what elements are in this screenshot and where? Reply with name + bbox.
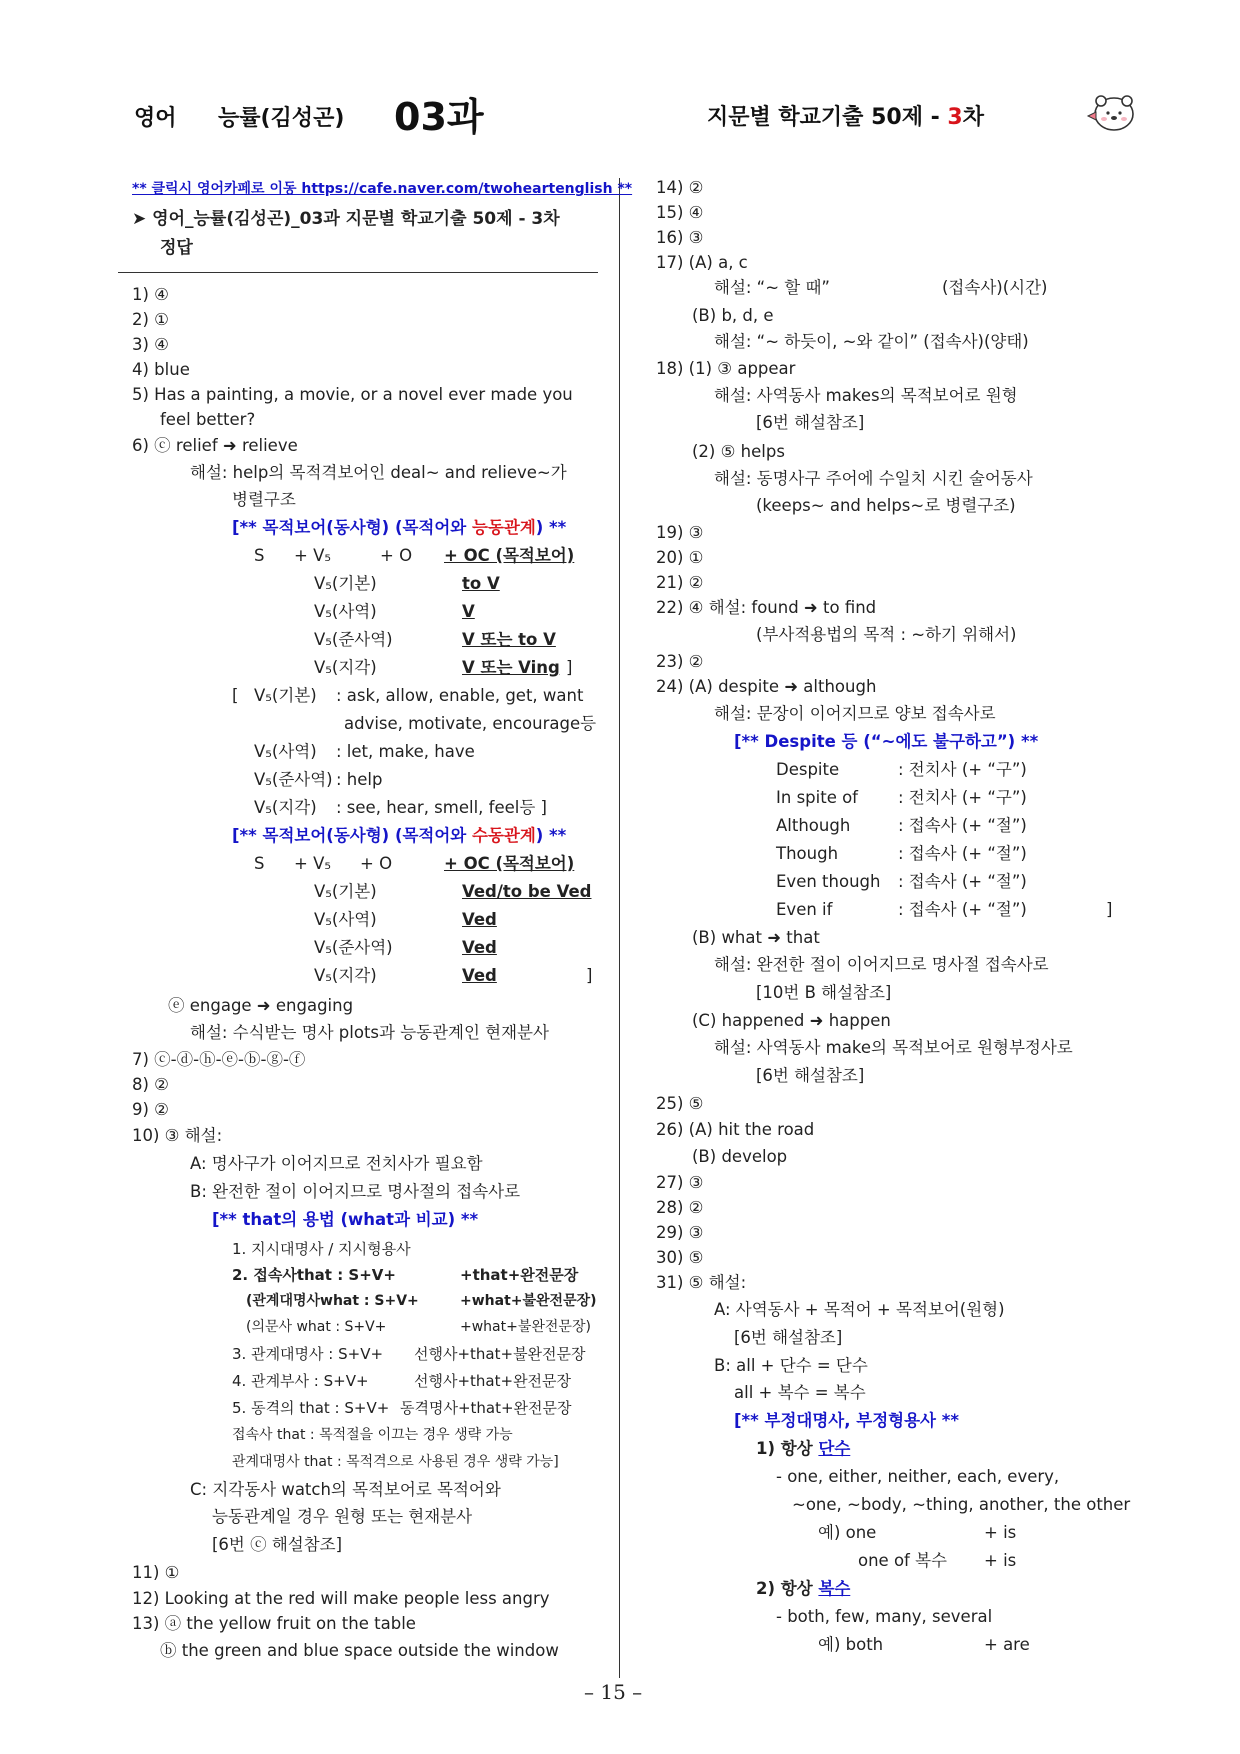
answer-18-ref: [6번 해설참조] (756, 413, 865, 432)
pattern-s: S (254, 546, 265, 565)
pattern-v5-causative: V₅(사역) (314, 602, 377, 621)
answer-1: 1) ④ (132, 285, 169, 304)
answer-18-2-note: (keeps~ and helps~로 병렬구조) (756, 496, 1016, 515)
answer-31-b-2: all + 복수 = 복수 (734, 1383, 866, 1402)
doc-title: ➤ 영어_능률(김성곤)_03과 지문별 학교기출 50제 - 3차 (132, 209, 560, 229)
answer-12: 12) Looking at the red will make people less angry (132, 1589, 550, 1608)
passive-v5-perception-oc: Ved (462, 966, 497, 985)
grammar-box-active-title: [** 목적보어(동사형) (목적어와 능동관계) ** (232, 518, 567, 537)
passive-v5-semi: V₅(준사역) (314, 938, 393, 957)
plural-items: - both, few, many, several (776, 1607, 993, 1626)
answer-31-a-ref: [6번 해설참조] (734, 1328, 843, 1347)
grammar-box-passive-emphasis: 수동관계 (472, 826, 536, 845)
answer-24-c: (C) happened ➜ happen (692, 1011, 891, 1030)
passive-pattern-o: + O (360, 854, 393, 873)
despite-row-1: Despite (776, 760, 840, 779)
grammar-box-passive-text: ** 목적보어(동사형) (목적어와 (239, 826, 472, 845)
answer-27: 27) ③ (656, 1173, 704, 1192)
passive-v5-causative: V₅(사역) (314, 910, 377, 929)
answer-10: 10) ③ 해설: (132, 1126, 223, 1145)
answer-28: 28) ② (656, 1198, 704, 1217)
answer-5-cont: feel better? (160, 410, 256, 429)
that-usage-3: 3. 관계대명사 : S+V+ (232, 1345, 384, 1363)
subject-label: 영어 (134, 106, 177, 131)
despite-row-2-type: : 전치사 (+ “구”) (898, 788, 1027, 807)
header-divider (118, 272, 598, 273)
singular-items-2: ~one, ~body, ~thing, another, the other (792, 1495, 1131, 1514)
singular-example-1: 예) one (818, 1523, 877, 1542)
that-usage-2 (232, 1264, 396, 1285)
that-usage-question: (의문사 what : S+V+ (246, 1319, 387, 1335)
answer-16: 16) ③ (656, 228, 704, 247)
verb-list-semi-items: : help (336, 770, 383, 789)
verb-list-basic-items-cont: advise, motivate, encourage등 (344, 714, 597, 733)
passive-v5-perception: V₅(지각) (314, 966, 377, 985)
answer-26-b: (B) develop (692, 1147, 788, 1166)
singular-heading-emphasis: 단수 (818, 1439, 851, 1458)
despite-row-6-type: : 접속사 (+ “절”) (898, 900, 1027, 919)
grammar-box-indefinite-title: [** 부정대명사, 부정형용사 ** (734, 1411, 959, 1430)
answer-17-explanation: 해설: “~ 할 때” (714, 278, 830, 297)
answer-6-e-explanation: 해설: 수식받는 명사 plots과 능동관계인 현재분사 (190, 1023, 549, 1042)
answer-24-b-ref: [10번 B 해설참조] (756, 983, 892, 1002)
verb-list-basic: V₅(기본) (254, 686, 317, 705)
answer-3: 3) ④ (132, 335, 169, 354)
answer-10-c-ref: [6번 ⓒ 해설참조] (212, 1535, 343, 1554)
answer-11: 11) ① (132, 1563, 180, 1582)
pattern-v5-perception-oc: V 또는 Ving (462, 658, 560, 677)
pattern-o: + O (380, 546, 413, 565)
answer-6-explanation: 해설: help의 목적격보어인 deal~ and relieve~가 (190, 463, 567, 482)
answer-24-explanation: 해설: 문장이 이어지므로 양보 접속사로 (714, 704, 996, 723)
that-usage-1: 1. 지시대명사 / 지시형용사 (232, 1240, 411, 1258)
that-omission-note-2: 관계대명사 that : 목적격으로 사용된 경우 생략 가능] (232, 1454, 559, 1470)
passive-v5-basic: V₅(기본) (314, 882, 377, 901)
despite-row-4-type: : 접속사 (+ “절”) (898, 844, 1027, 863)
answer-31-b: B: all + 단수 = 단수 (714, 1356, 868, 1375)
passive-pattern-v: + V₅ (294, 854, 331, 873)
singular-items-1: - one, either, neither, each, every, (776, 1467, 1060, 1486)
answer-4: 4) blue (132, 360, 190, 379)
despite-row-5: Even though (776, 872, 881, 891)
answer-29: 29) ③ (656, 1223, 704, 1242)
answer-2: 2) ① (132, 310, 169, 329)
grammar-box-passive-title: [** 목적보어(동사형) (목적어와 수동관계) ** (232, 826, 567, 845)
grammar-box-active-text: ** 목적보어(동사형) (목적어와 (239, 518, 472, 537)
textbook-label: 능률(김성곤) (218, 106, 345, 131)
answer-14: 14) ② (656, 178, 704, 197)
answer-5: 5) Has a painting, a movie, or a novel ever made you (132, 385, 573, 404)
answer-24-b-explanation: 해설: 완전한 절이 이어지므로 명사절 접속사로 (714, 955, 1049, 974)
grammar-box-passive-end: ) ** (535, 826, 567, 845)
answer-15: 15) ④ (656, 203, 704, 222)
plural-example-1-verb: + are (984, 1635, 1030, 1654)
answer-25: 25) ⑤ (656, 1094, 704, 1113)
answer-22-explanation: (부사적용법의 목적 : ~하기 위해서) (756, 625, 1017, 644)
answer-31: 31) ⑤ 해설: (656, 1273, 747, 1292)
page-title-suffix: 차 (962, 105, 984, 130)
plural-heading-emphasis: 복수 (818, 1579, 851, 1598)
grammar-box-despite-title: [** Despite 등 (“~에도 불구하고”) ** (734, 732, 1039, 751)
that-usage-2-right: +that+완전문장 (460, 1266, 579, 1284)
verb-list-basic-items: : ask, allow, enable, get, want (336, 686, 584, 705)
passive-pattern-oc: + OC (목적보어) (444, 854, 575, 873)
that-usage-4-right: 선행사+that+완전문장 (414, 1372, 572, 1390)
pattern-v5-causative-oc: V (462, 602, 475, 621)
passive-pattern-s: S (254, 854, 265, 873)
cafe-link[interactable]: ** 클릭시 영어카페로 이동 https://cafe.naver.com/twoheartenglish ** (132, 181, 633, 197)
passive-v5-semi-oc: Ved (462, 938, 497, 957)
singular-heading-label: 1) 항상 (756, 1439, 819, 1458)
pattern-oc: + OC (목적보어) (444, 546, 575, 565)
answer-17-b-explanation: 해설: “~ 하듯이, ~와 같이” (접속사)(양태) (714, 332, 1029, 351)
verb-list-semi: V₅(준사역) (254, 770, 333, 789)
singular-example-2-verb: + is (984, 1551, 1017, 1570)
singular-example-2: one of 복수 (858, 1551, 947, 1570)
answer-23: 23) ② (656, 652, 704, 671)
answer-8: 8) ② (132, 1075, 169, 1094)
answer-7: 7) ⓒ-ⓓ-ⓗ-ⓔ-ⓑ-ⓖ-ⓕ (132, 1050, 306, 1069)
verb-list-causative: V₅(사역) (254, 742, 317, 761)
despite-bracket-close: ] (1106, 900, 1113, 919)
that-usage-4: 4. 관계부사 : S+V+ (232, 1372, 369, 1390)
answer-24-b: (B) what ➜ that (692, 928, 820, 947)
answer-18: 18) (1) ③ appear (656, 359, 796, 378)
that-usage-5-right: 동격명사+that+완전문장 (400, 1399, 572, 1417)
answer-17: 17) (A) a, c (656, 253, 748, 272)
plural-heading (756, 1579, 850, 1599)
doc-title-answer: 정답 (160, 238, 193, 258)
despite-row-3-type: : 접속사 (+ “절”) (898, 816, 1027, 835)
answer-18-2: (2) ⑤ helps (692, 442, 785, 461)
despite-row-5-type: : 접속사 (+ “절”) (898, 872, 1027, 891)
page-title-main: 지문별 학교기출 50제 - (707, 105, 940, 130)
answer-24-c-explanation: 해설: 사역동사 make의 목적보어로 원형부정사로 (714, 1038, 1073, 1057)
pattern-v5-basic-oc: to V (462, 574, 500, 593)
plural-example-1: 예) both (818, 1635, 884, 1654)
answer-13-b: ⓑ the green and blue space outside the window (160, 1641, 559, 1660)
answer-21: 21) ② (656, 573, 704, 592)
passive-v5-causative-oc: Ved (462, 910, 497, 929)
lesson-label: 03과 (394, 95, 484, 139)
grammar-box-active-emphasis: 능동관계 (472, 518, 536, 537)
answer-13: 13) ⓐ the yellow fruit on the table (132, 1614, 416, 1633)
answer-18-explanation: 해설: 사역동사 makes의 목적보어로 원형 (714, 386, 1018, 405)
answer-6: 6) ⓒ relief ➜ relieve (132, 436, 298, 455)
answer-31-a: A: 사역동사 + 목적어 + 목적보어(원형) (714, 1300, 1005, 1319)
answer-6-e: ⓔ engage ➜ engaging (168, 996, 354, 1015)
verb-list-perception-items: : see, hear, smell, feel등 ] (336, 798, 547, 817)
pattern-v: + V₅ (294, 546, 331, 565)
singular-example-1-verb: + is (984, 1523, 1017, 1542)
that-usage-5: 5. 동격의 that : S+V+ (232, 1399, 390, 1417)
page-number: – 15 – (584, 1680, 643, 1704)
grammar-box-indefinite-text: ** 부정대명사, 부정형용사 ** (741, 1411, 959, 1430)
that-usage-2-label: 2. 접속사that : S+V+ (232, 1266, 396, 1284)
bear-mascot-icon (1084, 88, 1136, 134)
grammar-box-that-title: [** that의 용법 (what과 비교) ** (212, 1210, 479, 1229)
despite-row-3: Although (776, 816, 851, 835)
answer-10-c: C: 지각동사 watch의 목적보어로 목적어와 (190, 1480, 501, 1499)
verb-list-open: [ (232, 686, 239, 705)
verb-list-causative-items: : let, make, have (336, 742, 475, 761)
answer-19: 19) ③ (656, 523, 704, 542)
passive-bracket-close: ] (586, 966, 593, 985)
answer-30: 30) ⑤ (656, 1248, 704, 1267)
answer-26: 26) (A) hit the road (656, 1120, 815, 1139)
that-omission-note-1: 접속사 that : 목적절을 이끄는 경우 생략 가능 (232, 1427, 513, 1443)
answer-10-a: A: 명사구가 이어지므로 전치사가 필요함 (190, 1154, 483, 1173)
page-title-number: 3 (947, 105, 963, 130)
answer-10-c-cont: 능동관계일 경우 원형 또는 현재분사 (212, 1507, 473, 1526)
despite-row-4: Though (776, 844, 839, 863)
answer-24: 24) (A) despite ➜ although (656, 677, 877, 696)
that-usage-3-right: 선행사+that+불완전문장 (414, 1345, 586, 1363)
passive-v5-basic-oc: Ved/to be Ved (462, 882, 592, 901)
verb-list-perception: V₅(지각) (254, 798, 317, 817)
pattern-bracket-close: ] (566, 658, 573, 677)
pattern-v5-semi-oc: V 또는 to V (462, 630, 556, 649)
answer-20: 20) ① (656, 548, 704, 567)
that-usage-what: (관계대명사what : S+V+ (246, 1293, 419, 1309)
singular-heading (756, 1439, 850, 1459)
plural-heading-label: 2) 항상 (756, 1579, 819, 1598)
answer-6-explanation-cont: 병렬구조 (232, 490, 296, 509)
that-usage-what-right: +what+불완전문장) (460, 1293, 597, 1309)
grammar-box-despite-text: ** Despite 등 (“~에도 불구하고”) ** (741, 732, 1039, 751)
answer-17-explanation-tag: (접속사)(시간) (942, 278, 1048, 297)
despite-row-1-type: : 전치사 (+ “구”) (898, 760, 1027, 779)
page-title (707, 100, 984, 131)
column-divider (619, 178, 620, 1678)
answer-24-c-ref: [6번 해설참조] (756, 1066, 865, 1085)
that-usage-question-right: +what+불완전문장) (460, 1319, 591, 1335)
despite-row-6: Even if (776, 900, 833, 919)
answer-17-b: (B) b, d, e (692, 306, 774, 325)
answer-9: 9) ② (132, 1100, 169, 1119)
grammar-box-that-text: ** that의 용법 (what과 비교) ** (219, 1210, 479, 1229)
answer-22: 22) ④ 해설: found ➜ to find (656, 598, 877, 617)
grammar-box-active-end: ) ** (535, 518, 567, 537)
answer-10-b: B: 완전한 절이 이어지므로 명사절의 접속사로 (190, 1182, 521, 1201)
answer-18-2-explanation: 해설: 동명사구 주어에 수일치 시킨 술어동사 (714, 469, 1033, 488)
pattern-v5-semi: V₅(준사역) (314, 630, 393, 649)
pattern-v5-perception: V₅(지각) (314, 658, 377, 677)
despite-row-2: In spite of (776, 788, 858, 807)
pattern-v5-basic: V₅(기본) (314, 574, 377, 593)
